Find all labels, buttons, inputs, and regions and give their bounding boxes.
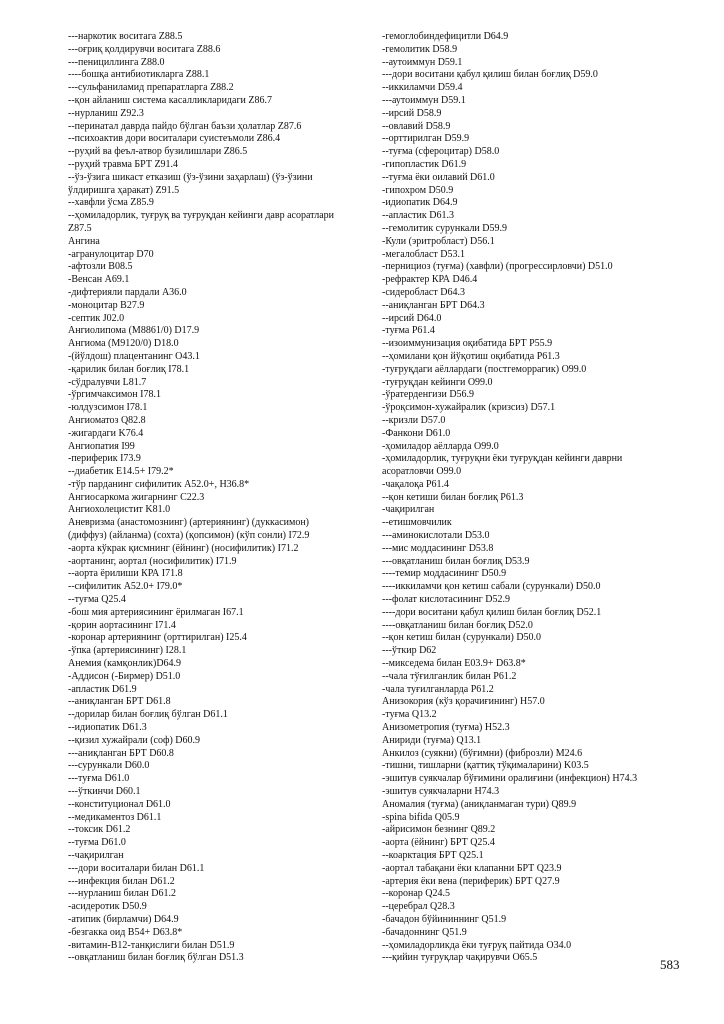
index-entry: --гемолитик сурункали D59.9 [382,222,508,234]
index-entry: Ангиоматоз Q82.8 [68,414,146,426]
index-entry: ---қийин туғруқлар чақирувчи O65.5 [382,952,538,964]
page-number: 583 [660,957,680,972]
index-entry: --аниқланган БРТ D64.3 [382,299,485,311]
index-entry: --овқатланиш билан боғлиқ бўлган D51.3 [68,952,244,964]
index-entry: -сидеробласт D64.3 [382,286,465,298]
index-entry: --идиопатик D61.3 [68,722,147,734]
index-entry: -бачадон бўйининнинг Q51.9 [382,913,507,925]
index-entry: -Фанкони D61.0 [382,427,451,439]
index-entry: ---овқатланиш билан боғлиқ D53.9 [382,555,530,567]
index-entry: --руҳий травма БРТ Z91.4 [68,158,179,170]
index-entry: ---ўткинчи D60.1 [68,786,141,798]
index-entry: --коронар Q24.5 [382,888,451,900]
index-entry: --ҳомилани қон йўқотиш оқибатида P61.3 [382,350,560,362]
index-entry: -чала туғилганларда P61.2 [382,683,494,695]
index-entry: ---инфекция билан D61.2 [68,875,175,887]
index-entry: -ўпка (артериясининг) I28.1 [68,645,187,657]
index-entry: -агранулоцитар D70 [68,248,154,260]
index-entry: -пернициоз (туғма) (хавфли) (прогрессирловчи) D51.0 [382,261,613,273]
index-entry: Аномалия (туғма) (аниқланмаган тури) Q89.9 [382,798,577,810]
index-entry: -эшитув суякчалар бўғимини оралиғини (инфекцион) H74.3 [382,773,638,785]
index-entry: Анемия (камқонлик)D64.9 [68,658,182,670]
index-entry: --чала тўғилганлик билан P61.2 [382,670,517,682]
index-entry: ---сульфаниламид препаратларга Z88.2 [68,82,234,94]
index-entry: --ирсий D58.9 [382,107,442,119]
index-entry: --церебрал Q28.3 [382,901,455,913]
index-entry: -асидеротик D50.9 [68,901,147,913]
index-entry: ---фолат кислотасининг D52.9 [382,594,510,606]
index-entry: -гемолитик D58.9 [382,43,458,55]
index-entry: --аниқланган БРТ D61.8 [68,696,171,708]
index-entry: -гемоглобиндефицитли D64.9 [382,31,509,42]
index-entry: Анизометропия (туғма) H52.3 [382,722,510,734]
index-column-right [382,31,682,965]
index-entry: -туғруқдаги аёллардаги (постгеморрагик) O99.0 [382,363,587,375]
index-entry: -бачадоннинг Q51.9 [382,926,467,938]
index-entry: -периферик I73.9 [68,453,141,465]
index-entry: -ўратерденгизи D56.9 [382,389,475,401]
index-entry: --ўз-ўзига шикаст етказиш (ўз-ўзини заҳарлаш) (ўз-ўзини [68,171,313,183]
index-entry: -ҳомиладорлик, туғруқни ёки туғруқдан кейинги даврни [382,453,623,465]
index-entry: Анириди (туғма) Q13.1 [382,734,482,746]
index-entry: --психоактив дори воситалари суистеъмоли Z86.4 [68,133,281,145]
index-entry: -spina bifida Q05.9 [382,811,460,823]
index-entry: --руҳий ва феъл-атвор бузилишлари Z86.5 [68,146,248,158]
index-entry: -туғруқдан кейинги O99.0 [382,376,493,388]
index-entry: --перинатал даврда пайдо бўлган баъзи ҳолатлар Z87.6 [68,120,302,132]
index-entry: -аортанинг, аортал (носифилитик) I71.9 [68,555,237,567]
index-entry: Аневризма (анастомознинг) (артериянинг) (дуккасимон) [68,517,310,529]
index-entry: ----бошқа антибиотикларга Z88.1 [68,69,210,81]
index-entry: --сифилитик A52.0+ I79.0* [68,581,183,593]
index-entry: --ирсий D64.0 [382,312,442,324]
index-entry: ---наркотик воситага Z88.5 [68,31,183,42]
index-entry: ----темир моддасининг D50.9 [382,568,507,580]
index-entry: Z87.5 [68,222,92,234]
index-entry: --туғма (сфероцитар) D58.0 [382,146,500,158]
index-entry: -идиопатик D64.9 [382,197,458,209]
index-entry: -коронар артериянинг (орттирилган) I25.4 [68,632,247,644]
index-entry: -септик J02.0 [68,312,125,324]
index-entry: Анизокория (кўз қорачиғининг) H57.0 [382,696,545,708]
index-entry: -моноцитар B27.9 [68,299,145,311]
index-entry: -рефрактер КРА D46.4 [382,274,478,286]
index-entry: ----иккиламчи қон кетиш сабали (сурункали) D50.0 [382,581,601,593]
index-entry: ---дори воситалари билан D61.1 [68,862,205,874]
index-entry: --қизил хужайрали (соф) D60.9 [68,734,201,746]
index-entry: ---дори воситани қабул қилиш билан боғлиқ D59.0 [382,69,598,81]
index-entry: ---мис моддасининг D53.8 [382,542,494,554]
index-entry: -(йўлдош) плацентанинг O43.1 [68,350,200,362]
index-entry: --апластик D61.3 [382,210,454,222]
index-entry: Ангиома (M9120/0) D18.0 [68,338,179,350]
index-entry: -мегалобласт D53.1 [382,248,466,260]
index-entry: --қон айланиш система касалликларидаги Z86.7 [68,94,273,106]
index-entry: --медикаментоз D61.1 [68,811,162,823]
index-entry: -аорта кўкрак қисмнинг (ёйнинг) (носифилитик) I71.2 [68,542,299,554]
index-entry: -атипик (бирламчи) D64.9 [68,913,179,925]
index-entry: -витамин-B12-танқислиги билан D51.9 [68,939,235,951]
index-entry: -туғма P61.4 [382,325,435,337]
index-entry: --изоиммунизация оқибатида БРТ P55.9 [382,338,553,350]
index-entry: --конституционал D61.0 [68,798,171,810]
index-column-left [68,31,368,965]
index-entry: -ўроқсимон-хужайралик (кризсиз) D57.1 [382,402,556,414]
index-entry: -гипохром D50.9 [382,184,454,196]
index-entry: -жигардаги K76.4 [68,427,144,439]
index-entry: -Аддисон (-Бирмер) D51.0 [68,670,181,682]
index-entry: Ангина [68,235,100,247]
index-entry: -апластик D61.9 [68,683,137,695]
index-entry: --коарктация БРТ Q25.1 [382,850,484,861]
index-entry: -бош мия артериясининг ёрилмаган I67.1 [68,606,244,618]
index-entry: --токсик D61.2 [68,824,131,836]
index-entry: -Кули (эритробласт) D56.1 [382,235,495,247]
index-entry: -гипопластик D61.9 [382,158,467,170]
index-entry: --туғма D61.0 [68,837,126,849]
index-entry: ---аниқланган БРТ D60.8 [68,747,174,759]
index-entry: -афтозли B08.5 [68,261,133,273]
index-entry: --туғма Q25.4 [68,594,126,606]
index-entry: -юлдузсимон I78.1 [68,402,148,414]
index-entry: --етишмовчилик [382,517,452,529]
index-entry: -артерия ёки вена (периферик) БРТ Q27.9 [382,875,560,887]
index-entry: ---аминокислотали D53.0 [382,530,490,542]
index-entry: -ҳомиладор аёлларда O99.0 [382,440,499,452]
index-entry: -тишни, тишларни (қаттиқ тўқималарини) K03.5 [382,760,589,772]
index-entry: -сўдралувчи L81.7 [68,376,147,388]
index-entry: ---нурланиш билан D61.2 [68,888,176,900]
index-entry: --кризли D57.0 [382,414,446,426]
index-entry: --хавфли ўсма Z85.9 [68,197,154,209]
index-entry: (диффуз) (айланма) (сохта) (қопсимон) (кўп сонли) I72.9 [68,530,310,542]
index-entry: --нурланиш Z92.3 [68,107,144,119]
index-entry: --аутоиммун D59.1 [382,56,463,68]
index-entry: ----дори воситани қабул қилиш билан боғлиқ D52.1 [382,606,602,618]
index-entry: --овлавий D58.9 [382,120,451,132]
index-entry: --дорилар билан боғлиқ бўлган D61.1 [68,709,228,721]
index-entry: --ҳомиладорлик, туғруқ ва туғруқдан кейинги давр асоратлари [68,210,335,222]
index-entry: -дифтерияли пардали А36.0 [68,286,187,298]
index-entry: -безгакка оид B54+ D63.8* [68,926,183,938]
index-entry: Ангиолипома (M8861/0) D17.9 [68,325,200,337]
index-entry: ---аутоиммун D59.1 [382,94,466,106]
index-entry: --микседема билан E03.9+ D63.8* [382,658,526,670]
index-entry: ---оғриқ қолдирувчи воситага Z88.6 [68,43,221,55]
index-entry: --диабетик E14.5+ I79.2* [68,466,174,478]
index-entry: -қарилик билан боғлиқ I78.1 [68,363,190,375]
index-entry: --туғма ёки оилавий D61.0 [382,171,495,183]
index-entry: -туғма Q13.2 [382,709,437,721]
index-entry: --чақирилган [68,850,124,861]
index-entry: Анкилоз (суякни) (бўғимни) (фиброзли) M24.6 [382,747,583,759]
index-entry: Ангиопатия I99 [68,440,135,452]
index-entry: --орттирилган D59.9 [382,133,470,145]
index-entry: -тўр парданинг сифилитик A52.0+, H36.8* [68,478,250,490]
index-entry: -аорта (ёйнинг) БРТ Q25.4 [382,837,495,849]
index-entry: асоратловчи O99.0 [382,466,462,478]
index-entry: --иккиламчи D59.4 [382,82,463,94]
index-entry: -эшитув суякчаларни H74.3 [382,786,500,798]
index-entry: -аортал табақани ёки клапанни БРТ Q23.9 [382,862,562,874]
index-entry: ўлдиришга ҳаракат) Z91.5 [68,184,180,196]
index-entry: --қон кетиши билан боғлиқ P61.3 [382,491,524,503]
index-entry: -Венсан А69.1 [68,274,130,286]
index-entry: --қон кетиш билан (сурункали) D50.0 [382,632,542,644]
index-entry: ---пенициллинга Z88.0 [68,56,165,68]
index-entry: ---ўткир D62 [382,645,437,657]
index-entry: Ангиосаркома жигарнинг C22.3 [68,491,205,503]
index-entry: -чақалоқа P61.4 [382,478,450,490]
index-entry: -чақирилган [382,504,435,516]
index-entry: -айрисимон безнинг Q89.2 [382,824,496,836]
index-entry: ---туғма D61.0 [68,773,130,785]
index-entry: -ўргимчаксимон I78.1 [68,389,161,401]
index-entry: ---сурункали D60.0 [68,760,150,772]
index-entry: --ҳомиладорликда ёки туғруқ пайтида O34.0 [382,939,572,951]
index-entry: --аорта ёрилиши КРА I71.8 [68,568,183,580]
index-entry: ----овқатланиш билан боғлиқ D52.0 [382,619,533,631]
index-entry: Ангиохолецистит K81.0 [68,504,171,516]
index-entry: -қорин аортасининг I71.4 [68,619,176,631]
